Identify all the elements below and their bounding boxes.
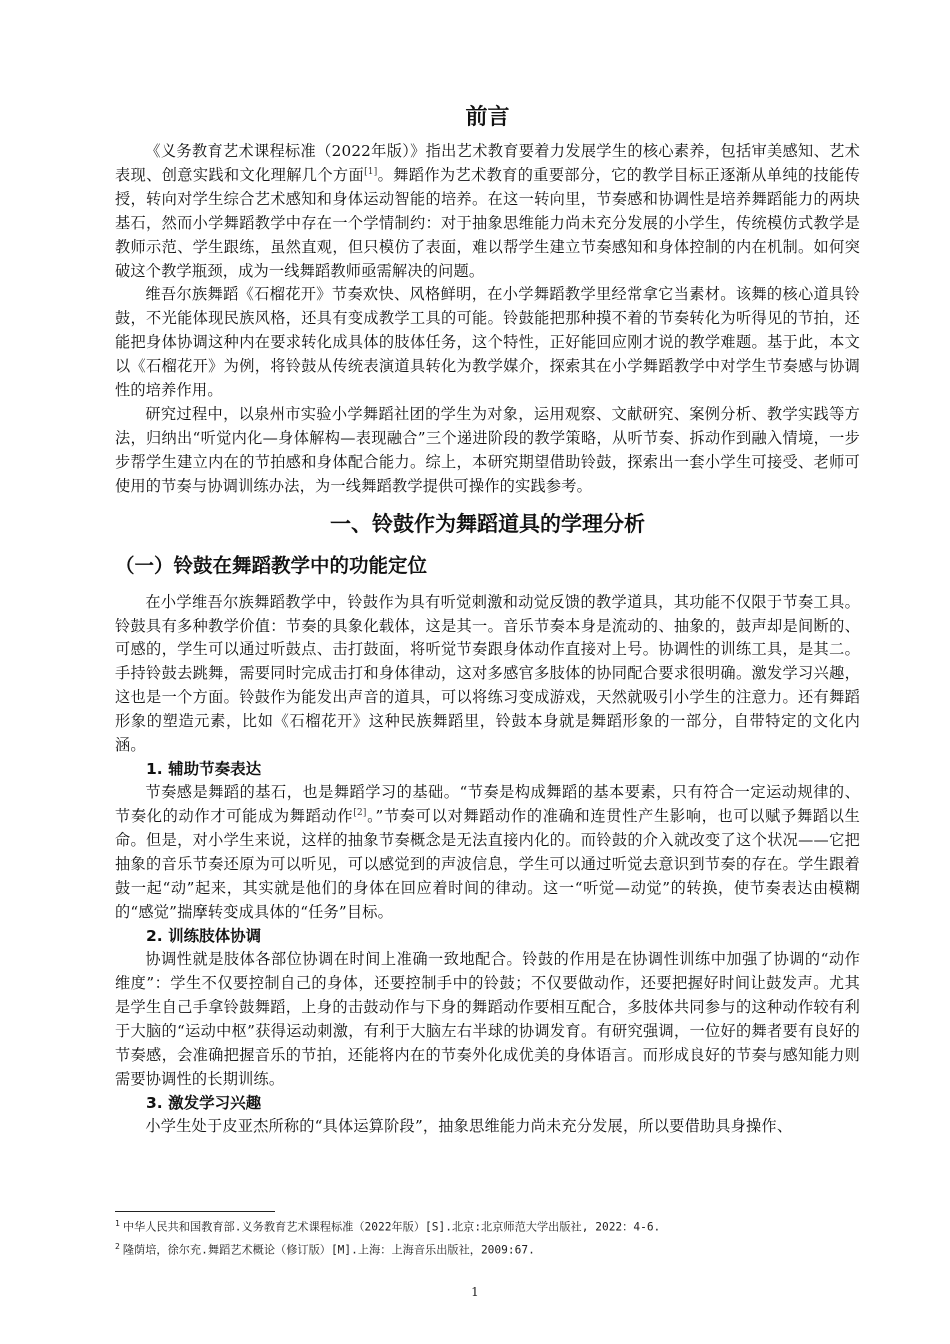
citation-ref-2: [2] — [353, 808, 367, 819]
preface-paragraph-3: 研究过程中，以泉州市实验小学舞蹈社团的学生为对象，运用观察、文献研究、案例分析、教学实践等方法，归纳出“听觉内化—身体解构—表现融合”三个递进阶段的教学策略，从听节奏、拆动作到融入情境，一步步帮学生建立内在的节拍感和身体配合能力。综上，本研究期望借助铃鼓，探索出一套小学生可接受、老师可使用的节奏与协调训练办法，为一线舞蹈教学提供可操作的实践参考。 — [115, 404, 860, 495]
section-title: （一）铃鼓在舞蹈教学中的功能定位 — [115, 553, 428, 577]
section-intro-paragraph: 在小学维吾尔族舞蹈教学中，铃鼓作为具有听觉刺激和动觉反馈的教学道具，其功能不仅限于节奏工具。铃鼓具有多种教学价值：节奏的具象化载体，这是其一。音乐节奏本身是流动的、抽象的，鼓声却是间断的、可感的，学生可以通过听鼓点、击打鼓面，将听觉节奏跟身体动作直接对上号。协调性的训练工具，是其二。手持铃鼓去跳舞，需要同时完成击打和身体律动，这对多感官多肢体的协同配合要求很明确。激发学习兴趣，这也是一个方面。铃鼓作为能发出声音的道具，可以将练习变成游戏，天然就吸引小学生的注意力。还有舞蹈形象的塑造元素，比如《石榴花开》这种民族舞蹈里，铃鼓本身就是舞蹈形象的一部分，自带特定的文化内涵。 — [115, 592, 860, 755]
footnotes — [115, 1214, 860, 1259]
subsection-paragraph-1-text: 节奏感是舞蹈的基石，也是舞蹈学习的基础。“节奏是构成舞蹈的基本要素，只有符合一定运动规律的、节奏化的动作才可能成为舞蹈动作 — [115, 783, 860, 826]
subsection-paragraph-2: 协调性就是肢体各部位协调在时间上准确一致地配合。铃鼓的作用是在协调性训练中加强了协调的“动作维度”：学生不仅要控制自己的身体，还要控制手中的铃鼓；不仅要做动作，还要把握好时间让鼓发声。尤其是学生自己手拿铃鼓舞蹈，上身的击鼓动作与下身的舞蹈动作要相互配合，多肢体共同参与的这种动作较有利于大脑的“运动中枢”获得运动刺激，有利于大脑左右半球的协调发育。有研究强调，一位好的舞者要有良好的节奏感，会准确把握音乐的节拍，还能将内在的节奏外化成优美的身体语言。而形成良好的节奏与感知能力则需要协调性的长期训练。 — [115, 950, 860, 1088]
preface-paragraph-1-text: 《义务教育艺术课程标准（2022年版）》指出艺术教育要着力发展学生的核心素养，包括审美感知、艺术表现、创意实践和文化理解几个方面 — [115, 142, 860, 184]
footnote-2-mark: 2 — [115, 1241, 120, 1251]
footnote-1-mark: 1 — [115, 1219, 120, 1228]
preface-title: 前言 — [465, 105, 510, 130]
chapter-title: 一、铃鼓作为舞蹈道具的学理分析 — [330, 511, 645, 536]
footnote-1-text: 中华人民共和国教育部.义务教育艺术课程标准（2022年版）[S].北京:北京师范大学出版社, 2022：4-6. — [122, 1220, 661, 1234]
subsection-paragraph-1-text-cont: 。”节奏可以对舞蹈动作的准确和连贯性产生影响，也可以赋予舞蹈以生命。但是，对小学生来说，这样的抽象节奏概念是无法直接内化的。而铃鼓的介入就改变了这个状况——它把抽象的音乐节奏还原为可以听见，可以感觉到的声波信息，学生可以通过听觉去意识到节奏的存在。学生跟着鼓一起“动”起来，其实就是他们的身体在回应着时间的律动。这一“听觉—动觉”的转换，使节奏表达由模糊的“感觉”揣摩转变成具体的“任务”目标。 — [115, 807, 860, 921]
subsection-title-2: 2. 训练肢体协调 — [146, 926, 262, 945]
footnote-2-text: 隆荫培，徐尔充.舞蹈艺术概论（修订版）[M].上海：上海音乐出版社，2009:67. — [122, 1243, 535, 1257]
footnote-1 — [115, 1214, 860, 1237]
citation-ref-1: [1] — [364, 166, 378, 177]
preface-paragraph-1 — [115, 140, 860, 283]
subsection-title-1: 1. 辅助节奏表达 — [146, 759, 262, 778]
page-number: 1 — [471, 1285, 479, 1299]
preface-paragraph-2: 维吾尔族舞蹈《石榴花开》节奏欢快、风格鲜明，在小学舞蹈教学里经常拿它当素材。该舞的核心道具铃鼓，不光能体现民族风格，还具有变成教学工具的可能。铃鼓能把那种摸不着的节奏转化为听得见的节拍，还能把身体协调这种内在要求转化成具体的肢体任务，这个特性，正好能回应刚才说的教学难题。基于此，本文以《石榴花开》为例，将铃鼓从传统表演道具转化为教学媒介，探索其在小学舞蹈教学中对学生节奏感与协调性的培养作用。 — [115, 285, 860, 400]
subsection-paragraph-1 — [115, 781, 860, 924]
footnote-divider — [115, 1211, 275, 1212]
page-content — [115, 100, 860, 1139]
footnote-2 — [115, 1237, 860, 1260]
subsection-title-3: 3. 激发学习兴趣 — [146, 1093, 262, 1112]
preface-paragraph-1-text-cont: 。舞蹈作为艺术教育的重要部分，它的教学目标正逐渐从单纯的技能传授，转向对学生综合艺术感知和身体运动智能的培养。在这一转向里，节奏感和协调性是培养舞蹈能力的两块基石，然而小学舞蹈教学中存在一个学情制约：对于抽象思维能力尚未充分发展的小学生，传统模仿式教学是教师示范、学生跟练，虽然直观，但只模仿了表面，难以帮学生建立节奏感知和身体控制的内在机制。如何突破这个教学瓶颈，成为一线舞蹈教师亟需解决的问题。 — [115, 165, 861, 280]
subsection-paragraph-3: 小学生处于皮亚杰所称的“具体运算阶段”，抽象思维能力尚未充分发展，所以要借助具身操作、 — [145, 1117, 793, 1136]
